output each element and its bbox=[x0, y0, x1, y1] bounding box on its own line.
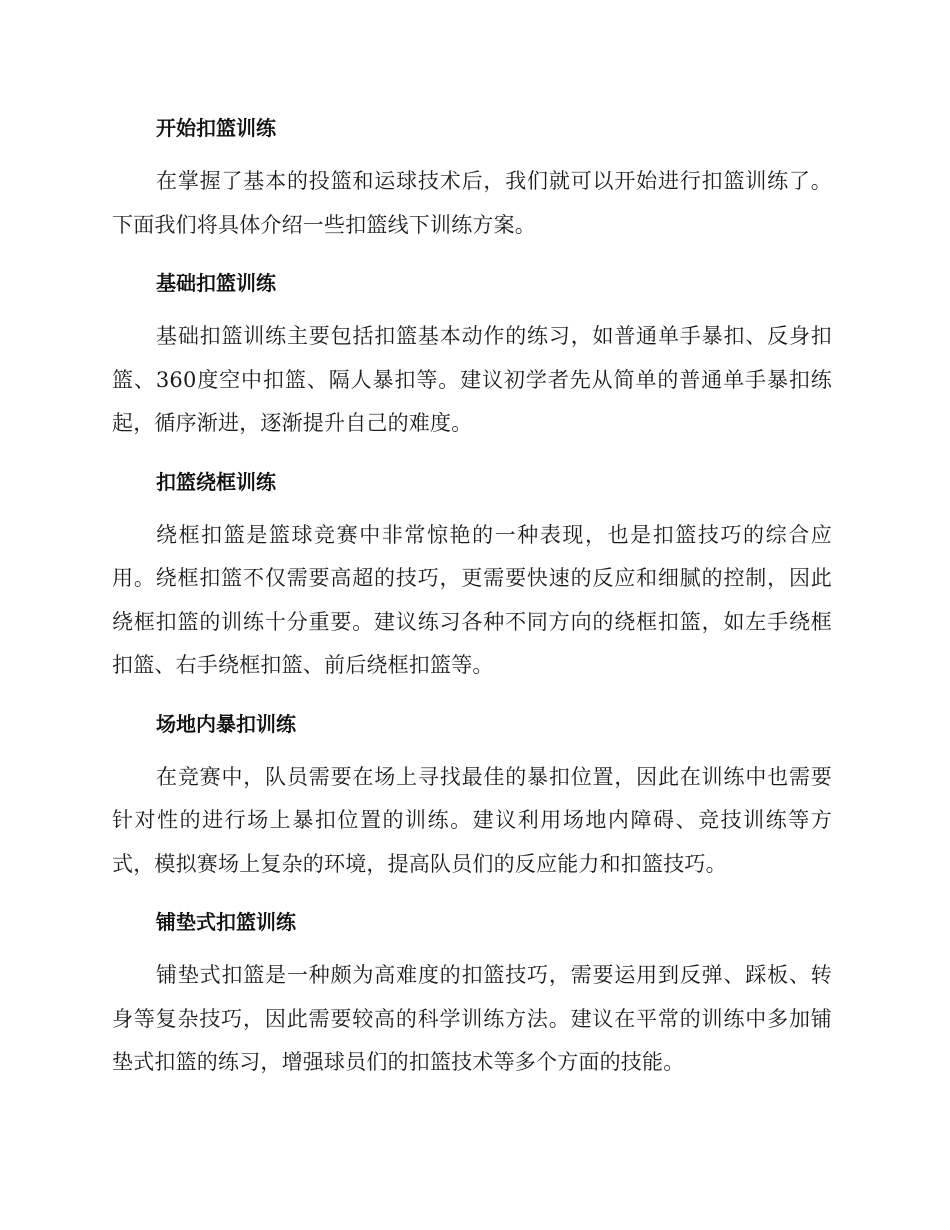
section-heading: 铺垫式扣篮训练 bbox=[156, 910, 296, 934]
section-start-dunk-training bbox=[112, 106, 832, 247]
section-rim-circle-dunk-training bbox=[112, 460, 832, 688]
section-setup-dunk-training bbox=[112, 900, 832, 1085]
section-heading: 基础扣篮训练 bbox=[156, 271, 276, 295]
section-in-court-slam-training bbox=[112, 702, 832, 887]
section-heading: 开始扣篮训练 bbox=[156, 116, 276, 140]
section-paragraph: 绕框扣篮是篮球竞赛中非常惊艳的一种表现，也是扣篮技巧的综合应用。绕框扣篮不仅需要高超的技巧，更需要快速的反应和细腻的控制，因此绕框扣篮的训练十分重要。建议练习各种不同方向的绕框扣篮，如左手绕框扣篮、右手绕框扣篮、前后绕框扣篮等。 bbox=[112, 522, 832, 677]
section-paragraph: 基础扣篮训练主要包括扣篮基本动作的练习，如普通单手暴扣、反身扣篮、360度空中扣篮、隔人暴扣等。建议初学者先从简单的普通单手暴扣练起，循序渐进，逐渐提升自己的难度。 bbox=[112, 324, 832, 435]
document-page bbox=[112, 106, 832, 1099]
section-paragraph: 铺垫式扣篮是一种颇为高难度的扣篮技巧，需要运用到反弹、踩板、转身等复杂技巧，因此需要较高的科学训练方法。建议在平常的训练中多加铺垫式扣篮的练习，增强球员们的扣篮技术等多个方面的技能。 bbox=[112, 963, 832, 1074]
section-paragraph: 在竞赛中，队员需要在场上寻找最佳的暴扣位置，因此在训练中也需要针对性的进行场上暴扣位置的训练。建议利用场地内障碍、竞技训练等方式，模拟赛场上复杂的环境，提高队员们的反应能力和扣篮技巧。 bbox=[112, 764, 832, 876]
section-heading: 扣篮绕框训练 bbox=[156, 469, 276, 494]
section-heading: 场地内暴扣训练 bbox=[156, 711, 296, 736]
section-paragraph: 在掌握了基本的投篮和运球技术后，我们就可以开始进行扣篮训练了。下面我们将具体介绍一些扣篮线下训练方案。 bbox=[112, 169, 832, 237]
section-basic-dunk-training bbox=[112, 261, 832, 446]
